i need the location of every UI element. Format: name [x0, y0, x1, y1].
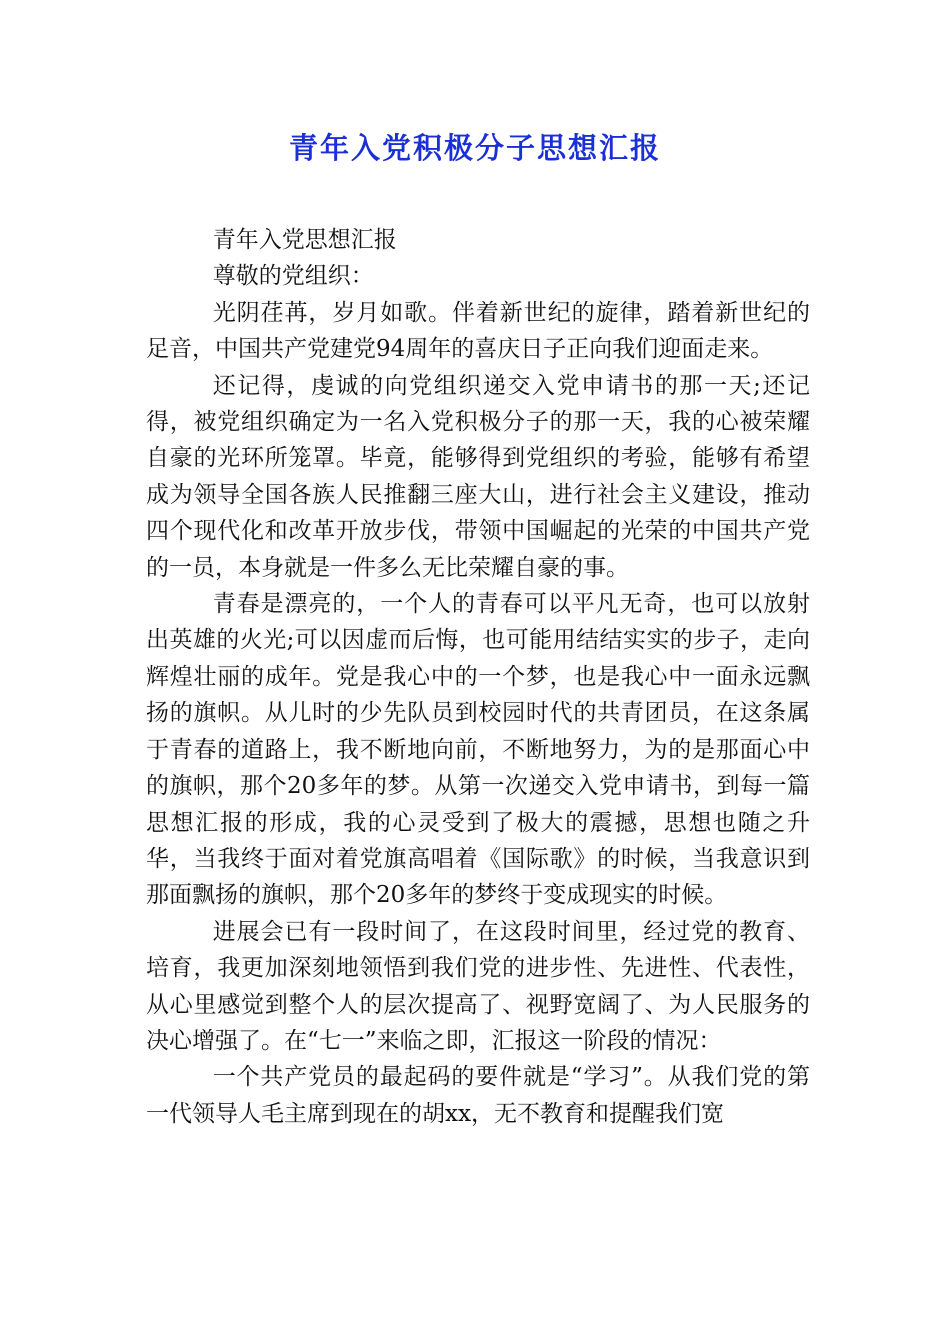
paragraph-heading: 青年入党思想汇报: [212, 227, 397, 253]
paragraph: 一个共产党员的最起码的要件就是“学习”。从我们党的第一代领导人毛主席到现在的胡xx，无不教育和提醒我们宽: [146, 1064, 810, 1127]
document-body: [146, 222, 810, 1132]
paragraph: 进展会已有一段时间了，在这段时间里，经过党的教育、培育，我更加深刻地领悟到我们党的进步性、先进性、代表性，从心里感觉到整个人的层次提高了、视野宽阔了、为人民服务的决心增强了。在“七一”来临之即，汇报这一阶段的情况：: [146, 918, 810, 1054]
paragraph-salutation: 尊敬的党组织：: [212, 263, 374, 290]
paragraph: 还记得，虔诚的向党组织递交入党申请书的那一天;还记得，被党组织确定为一名入党积极分子的那一天，我的心被荣耀自豪的光环所笼罩。毕竟，能够得到党组织的考验，能够有希望成为领导全国各族人民推翻三座大山，进行社会主义建设，推动四个现代化和改革开放步伐，带领中国崛起的光荣的中国共产党的一员，本身就是一件多么无比荣耀自豪的事。: [146, 372, 810, 581]
paragraph: 光阴荏苒，岁月如歌。伴着新世纪的旋律，踏着新世纪的足音，中国共产党建党94周年的喜庆日子正向我们迎面走来。: [146, 299, 810, 363]
paragraph: 青春是漂亮的，一个人的青春可以平凡无奇，也可以放射出英雄的火光;可以因虚而后悔，也可能用结结实实的步子，走向辉煌壮丽的成年。党是我心中的一个梦，也是我心中一面永远飘扬的旗帜。从儿时的少先队员到校园时代的共青团员，在这条属于青春的道路上，我不断地向前，不断地努力，为的是那面心中的旗帜，那个20多年的梦。从第一次递交入党申请书，到每一篇思想汇报的形成，我的心灵受到了极大的震撼，思想也随之升华，当我终于面对着党旗高唱着《国际歌》的时候，当我意识到那面飘扬的旗帜，那个20多年的梦终于变成现实的时候。: [146, 591, 810, 909]
document-title: 青年入党积极分子思想汇报: [288, 131, 661, 165]
